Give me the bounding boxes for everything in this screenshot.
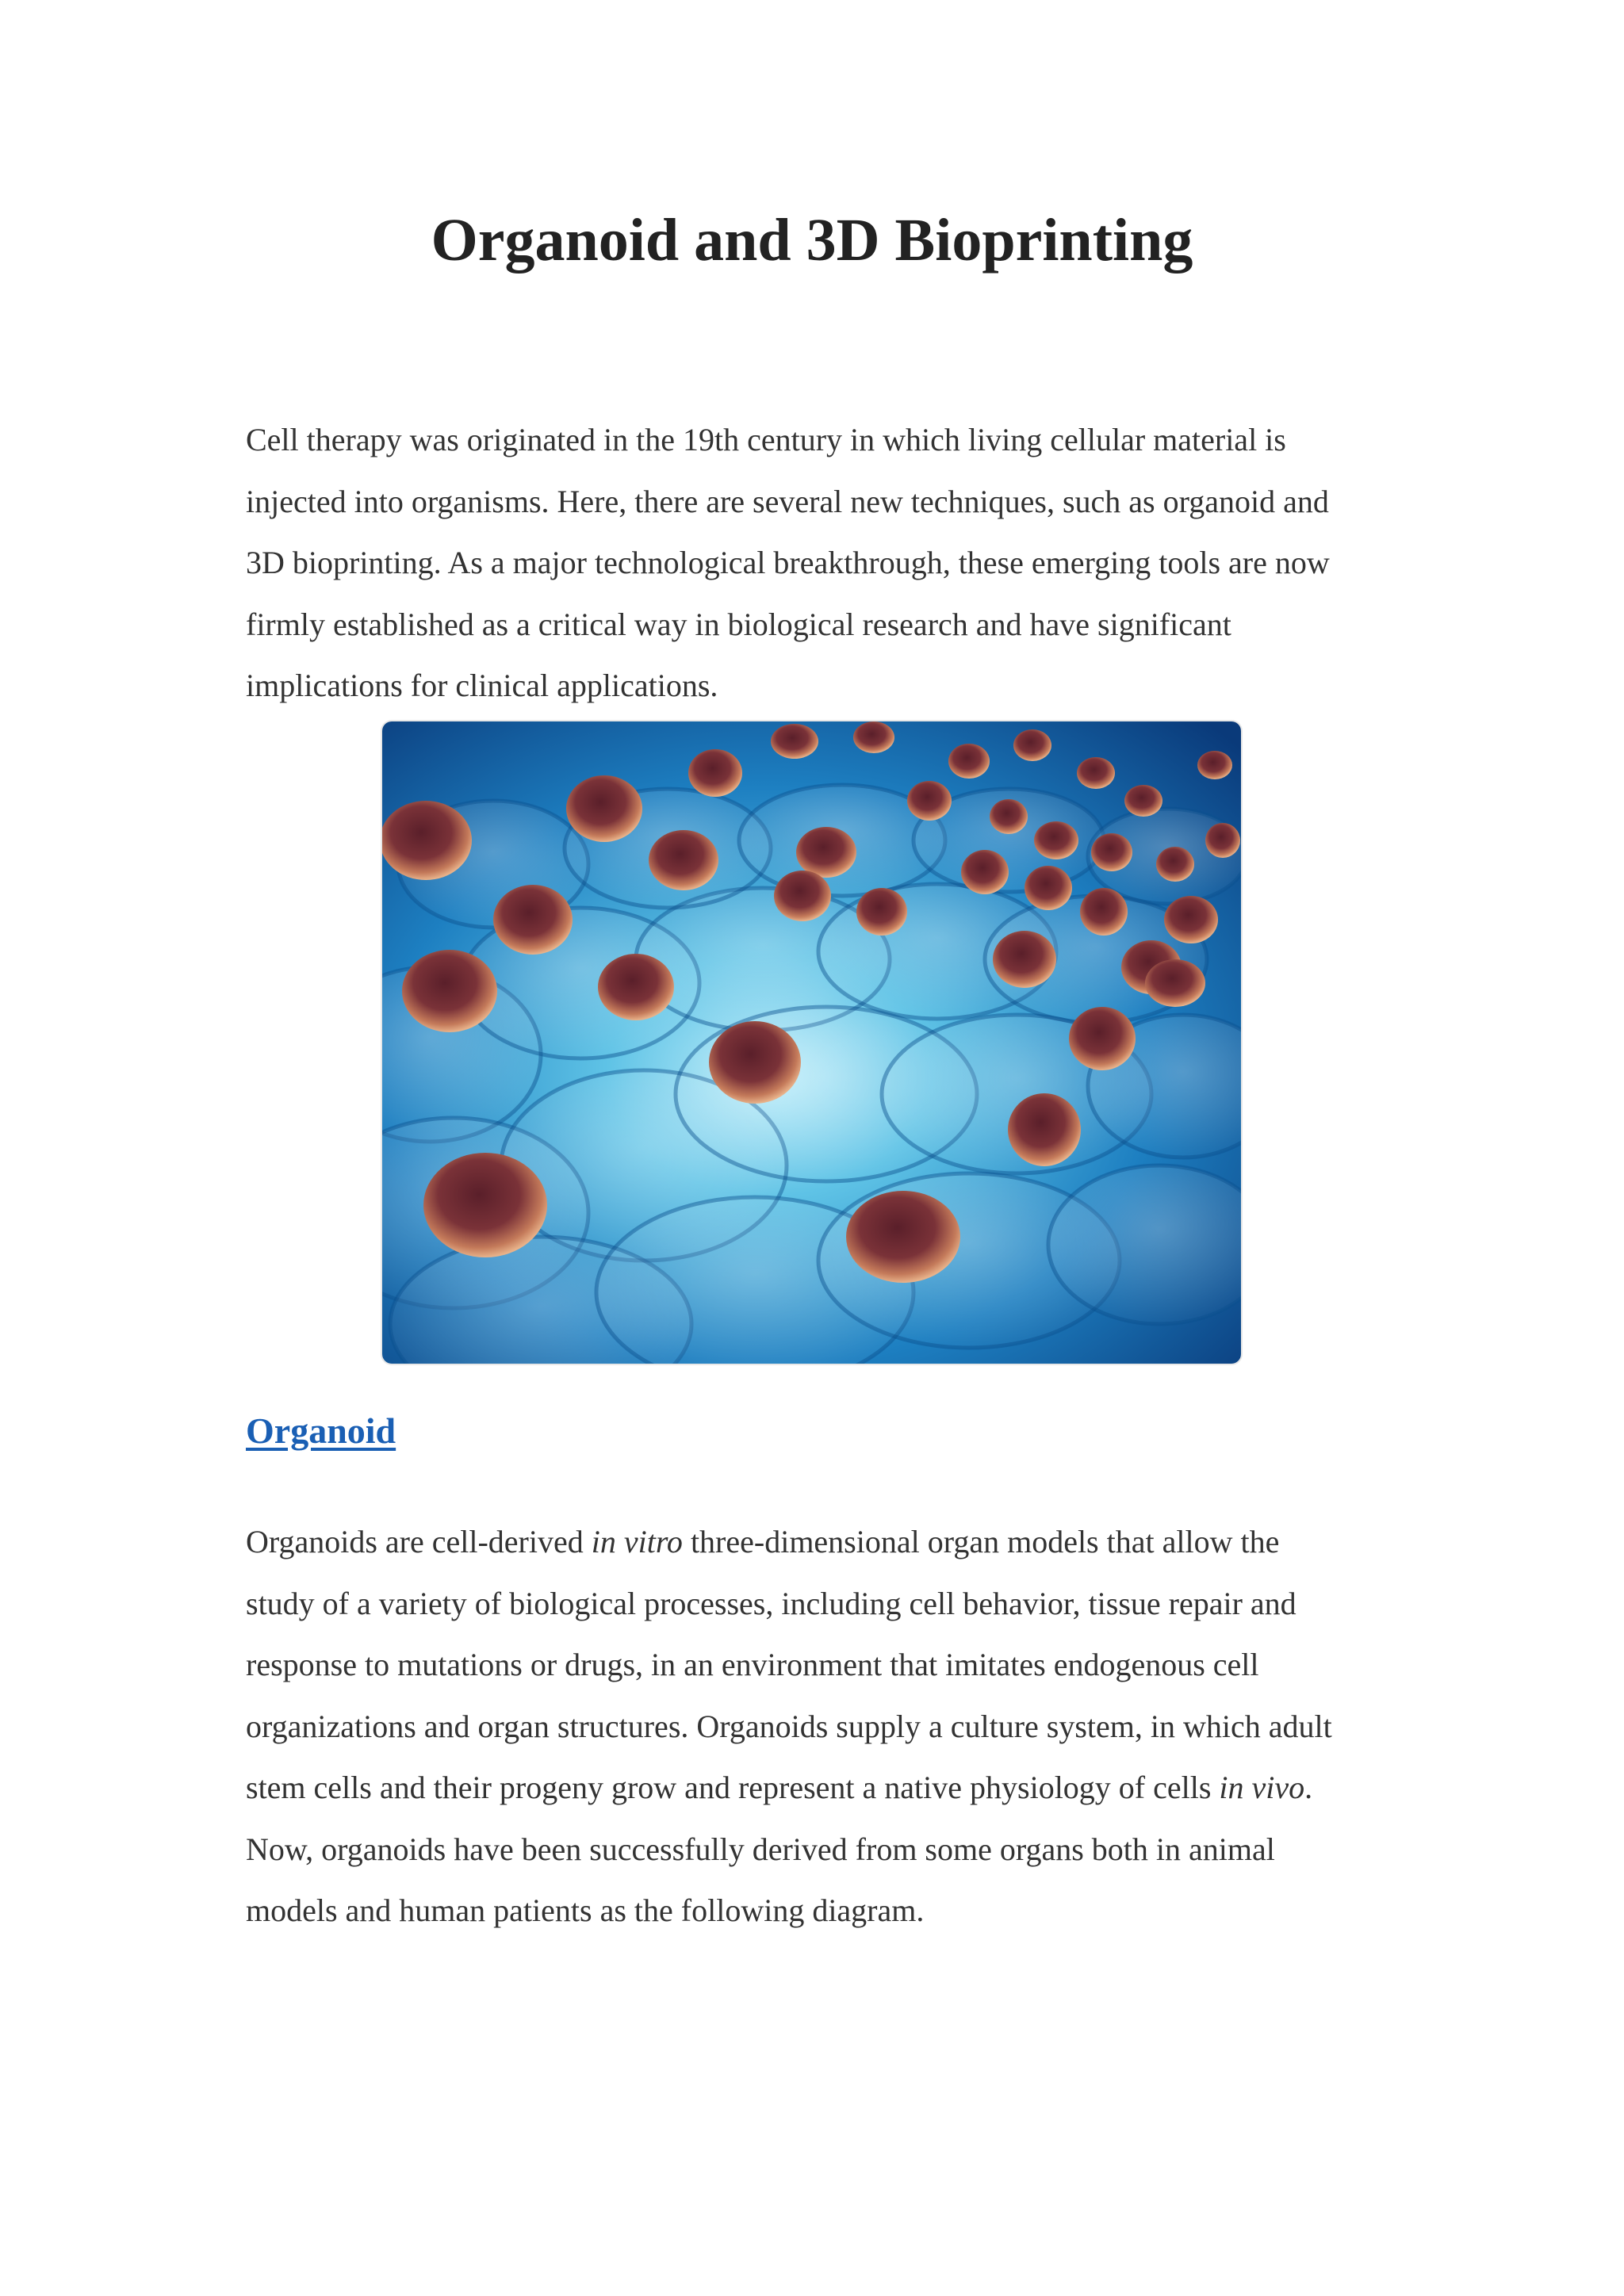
floating-cell [423,1153,547,1257]
text-run: Organoids are cell-derived [246,1524,592,1559]
floating-cell [1164,896,1218,943]
floating-cell [1145,959,1205,1007]
section-heading-organoid[interactable]: Organoid [246,1410,396,1451]
organoid-line [246,1511,1388,1573]
floating-cell [1205,823,1240,858]
page-title: Organoid and 3D Bioprinting [431,207,1193,274]
text-run: stem cells and their progeny grow and represent a native physiology of cells [246,1770,1220,1805]
floating-cell [709,1021,801,1104]
floating-cell [688,749,742,797]
organoid-line [246,1757,1388,1819]
floating-cell [1008,1093,1081,1166]
organoid-line [246,1573,1388,1635]
floating-cell [1156,847,1194,882]
italic-term: in vitro [591,1524,683,1559]
floating-cell [1080,888,1128,936]
organoid-line [246,1880,1388,1942]
floating-cell [961,850,1009,894]
floating-cell [1025,866,1072,910]
floating-cell [853,721,894,753]
floating-cell [1077,757,1115,789]
floating-cell [1091,833,1132,871]
floating-cell [382,801,472,880]
floating-cell [1013,729,1051,761]
organoid-line [246,1696,1388,1758]
text-run: study of a variety of biological processes, including cell behavior, tissue repair and [246,1585,1297,1621]
intro-line: injected into organisms. Here, there are several new techniques, such as organoid and [246,483,1329,519]
text-run: . [1304,1770,1313,1805]
floating-cell [993,931,1056,988]
floating-cell [566,775,642,842]
floating-cell [774,871,831,921]
intro-line: 3D bioprinting. As a major technological breakthrough, these emerging tools are now [246,545,1330,580]
text-run: organizations and organ structures. Organoids supply a culture system, in which adult [246,1708,1332,1744]
intro-paragraph [246,409,1388,717]
floating-cell [990,799,1028,834]
floating-cell [493,885,573,955]
floating-cell [846,1191,960,1283]
cell-illustration-image [382,721,1241,1364]
organoid-line [246,1819,1388,1881]
floating-cell [1124,785,1162,817]
floating-cell [649,830,718,890]
floating-cell [796,827,856,878]
floating-cell [1069,1007,1136,1070]
intro-line: Cell therapy was originated in the 19th century in which living cellular material is [246,422,1286,457]
organoid-paragraph [246,1511,1388,1942]
text-run: Now, organoids have been successfully derived from some organs both in animal [246,1831,1275,1867]
floating-cell [907,781,952,821]
floating-cell [771,724,818,759]
intro-line: firmly established as a critical way in biological research and have significant [246,606,1231,642]
intro-line: implications for clinical applications. [246,668,718,703]
floating-cell [1197,751,1232,779]
organoid-line [246,1634,1388,1696]
floating-cell [948,744,990,779]
tissue-cell-shape [1048,1165,1241,1324]
cell-illustration [382,721,1241,1364]
floating-cell [402,950,497,1032]
floating-cell [598,954,674,1020]
text-run: response to mutations or drugs, in an environment that imitates endogenous cell [246,1647,1259,1682]
floating-cell [1034,821,1078,859]
italic-term: in vivo [1219,1770,1305,1805]
text-run: models and human patients as the following diagram. [246,1892,925,1928]
floating-cell [856,888,907,936]
text-run: three-dimensional organ models that allow the [682,1524,1280,1559]
